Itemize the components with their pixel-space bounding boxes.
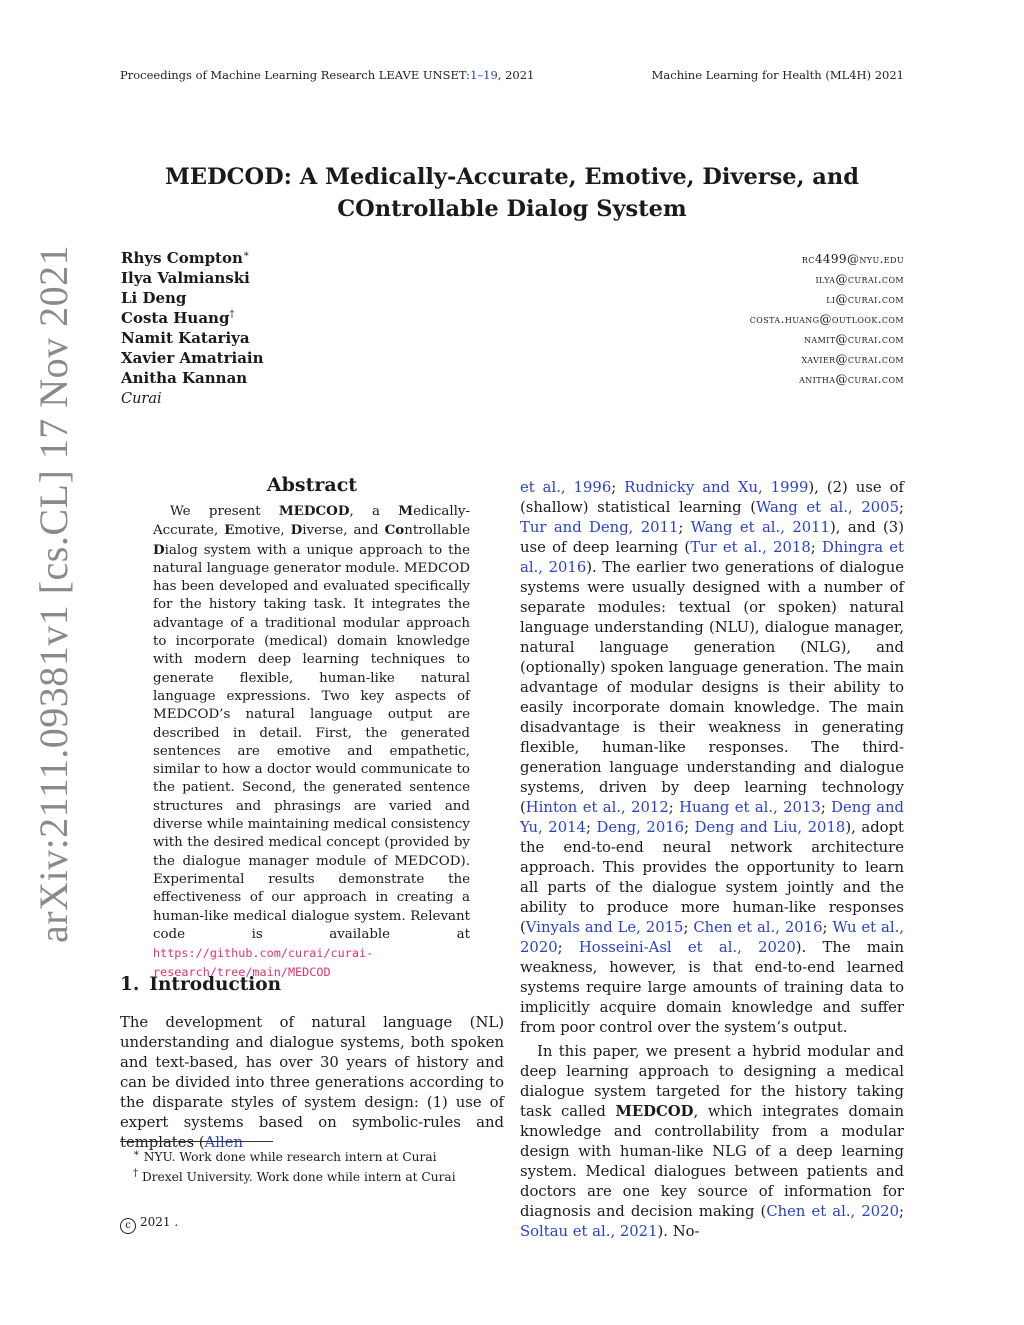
author-name: Xavier Amatriain bbox=[121, 349, 264, 367]
footnote-rule bbox=[120, 1141, 273, 1142]
author-email[interactable]: xavier@curai.com bbox=[801, 352, 904, 366]
citation-link[interactable]: Dhingra et al., 2016 bbox=[520, 539, 904, 576]
citation-link[interactable]: Tur et al., 2018 bbox=[690, 539, 811, 556]
title-line-1: MEDCOD: A Medically-Accurate, Emotive, Diverse, and bbox=[165, 164, 859, 190]
author-row bbox=[121, 369, 904, 389]
author-row bbox=[121, 249, 904, 269]
author-email[interactable]: anitha@curai.com bbox=[799, 372, 904, 386]
citation-link[interactable]: Deng, 2016 bbox=[596, 819, 685, 836]
intro-paragraph-left: The development of natural language (NL) understanding and dialogue systems, both spoken and text-based, has over 30 years of history and can be divided into three generations according to the disparate styles of system design: (1) use of expert systems based on symbolic-rules and templates (Allen bbox=[120, 1014, 504, 1151]
citation-link[interactable]: Allen bbox=[204, 1134, 243, 1151]
citation-link[interactable]: Soltau et al., 2021 bbox=[520, 1223, 658, 1240]
author-row bbox=[121, 269, 904, 289]
title-line-2: COntrollable Dialog System bbox=[337, 195, 687, 222]
author-row bbox=[121, 289, 904, 309]
author-row bbox=[121, 349, 904, 369]
arxiv-stamp: arXiv:2111.09381v1 [cs.CL] 17 Nov 2021 bbox=[31, 244, 76, 943]
citation-link[interactable]: Deng and Liu, 2018 bbox=[694, 819, 846, 836]
author-email[interactable]: costa.huang@outlook.com bbox=[749, 312, 904, 326]
citation-link[interactable]: Wang et al., 2005 bbox=[756, 499, 899, 516]
citation-link[interactable]: Chen et al., 2016 bbox=[693, 919, 823, 936]
citation-link[interactable]: Wang et al., 2011 bbox=[690, 519, 830, 536]
author-name: Anitha Kannan bbox=[121, 369, 248, 387]
copyright-icon: c bbox=[120, 1218, 136, 1234]
affiliation: Curai bbox=[121, 391, 162, 407]
proceedings-year: , 2021 bbox=[497, 68, 535, 82]
copyright-notice: c 2021 . bbox=[120, 1215, 178, 1234]
intro-paragraph-1: et al., 1996; Rudnicky and Xu, 1999), (2) use of (shallow) statistical learning (Wang et al., 2005; Tur and Deng, 2011; Wang et al., 2011), and (3) use of deep learning (Tur et al., 2018; Dhingra et al., 2016). The earlier two generations of dialogue systems were usually designed with a number of separate modules: textual (or spoken) natural language understanding (NLU), dialogue manager, natural language generation (NLG), and (optionally) spoken language generation. The main advantage of modular designs is their ability to easily incorporate domain knowledge. The main disadvantage is their weakness in generating flexible, human-like responses. The third-generation language understanding and dialogue systems, driven by deep learning technology (Hinton et al., 2012; Huang et al., 2013; Deng and Yu, 2014; Deng, 2016; Deng and Liu, 2018), adopt the end-to-end neural network architecture approach. This provides the opportunity to learn all parts of the dialogue system jointly and the ability to produce more human-like responses (Vinyals and Le, 2015; Chen et al., 2016; Wu et al., 2020; Hosseini-Asl et al., 2020). The main weakness, however, is that end-to-end learned systems require large amounts of training data to implicitly acquire domain knowledge and suffer from poor control over the system’s output. bbox=[520, 479, 904, 1036]
author-email[interactable]: ilya@curai.com bbox=[815, 272, 904, 286]
intro-paragraph-2: In this paper, we present a hybrid modular and deep learning approach to designing a medical dialogue system targeted for the history taking task called MEDCOD, which integrates domain knowledge and controllability from a modular design with human-like NLG of a deep learning system. Medical dialogues between patients and doctors are one key source of information for diagnosis and decision making (Chen et al., 2020; Soltau et al., 2021). No- bbox=[520, 1043, 904, 1240]
footnote: ∗ NYU. Work done while research intern at Curai bbox=[133, 1148, 437, 1165]
author-name: Rhys Compton∗ bbox=[121, 249, 250, 267]
citation-link[interactable]: Hosseini-Asl et al., 2020 bbox=[578, 939, 796, 956]
author-email[interactable]: li@curai.com bbox=[826, 292, 904, 306]
page-range-link[interactable]: 1–19 bbox=[470, 68, 498, 82]
abstract-heading: Abstract bbox=[266, 474, 358, 496]
right-column bbox=[520, 478, 904, 1242]
citation-link[interactable]: Vinyals and Le, 2015 bbox=[525, 919, 684, 936]
author-block bbox=[121, 249, 904, 409]
citation-link[interactable]: Hinton et al., 2012 bbox=[525, 799, 669, 816]
citation-link[interactable]: Huang et al., 2013 bbox=[679, 799, 821, 816]
footnotes bbox=[133, 1146, 505, 1185]
citation-link[interactable]: Rudnicky and Xu, 1999 bbox=[624, 479, 809, 496]
section-heading: 1. Introduction bbox=[120, 974, 282, 995]
paper-title bbox=[100, 162, 924, 226]
author-name: Ilya Valmianski bbox=[121, 269, 250, 287]
citation-link[interactable]: Tur and Deng, 2011 bbox=[520, 519, 679, 536]
author-name: Costa Huang† bbox=[121, 309, 235, 327]
author-row bbox=[121, 329, 904, 349]
footnote: † Drexel University. Work done while intern at Curai bbox=[133, 1167, 456, 1184]
running-header-right: Machine Learning for Health (ML4H) 2021 bbox=[651, 68, 904, 82]
proceedings-label: Proceedings of Machine Learning Research LEAVE UNSET: bbox=[120, 68, 471, 82]
running-header-left bbox=[120, 68, 534, 82]
author-row bbox=[121, 309, 904, 329]
code-link[interactable]: https://github.com/curai/curai-research/tree/main/MEDCOD bbox=[153, 946, 374, 980]
abstract-body: We present MEDCOD, a Medically-Accurate, Emotive, Diverse, and Controllable Dialog system with a unique approach to the natural language generator module. MEDCOD has been developed and evaluated specifically for the history taking task. It integrates the advantage of a traditional modular approach to incorporate (medical) domain knowledge with modern deep learning techniques to generate flexible, human-like natural language expressions. Two key aspects of MEDCOD’s natural language output are described in detail. First, the generated sentences are emotive and empathetic, similar to how a doctor would communicate to the patient. Second, the generated sentence structures and phrasings are varied and diverse while maintaining medical consistency with the desired medical concept (provided by the dialogue manager module of MEDCOD). Experimental results demonstrate the effectiveness of our approach in creating a human-like medical dialogue system. Relevant code is available at https://github.com/curai/curai-research/tree/main/MEDCOD bbox=[153, 503, 470, 980]
author-name: Namit Katariya bbox=[121, 329, 250, 347]
author-email[interactable]: rc4499@nyu.edu bbox=[801, 252, 904, 266]
citation-link[interactable]: Chen et al., 2020 bbox=[766, 1203, 899, 1220]
author-email[interactable]: namit@curai.com bbox=[804, 332, 904, 346]
citation-link[interactable]: Wu et al., 2020 bbox=[520, 919, 904, 956]
citation-link[interactable]: Deng and Yu, 2014 bbox=[520, 799, 904, 836]
citation-link[interactable]: et al., 1996 bbox=[520, 479, 612, 496]
author-name: Li Deng bbox=[121, 289, 187, 307]
